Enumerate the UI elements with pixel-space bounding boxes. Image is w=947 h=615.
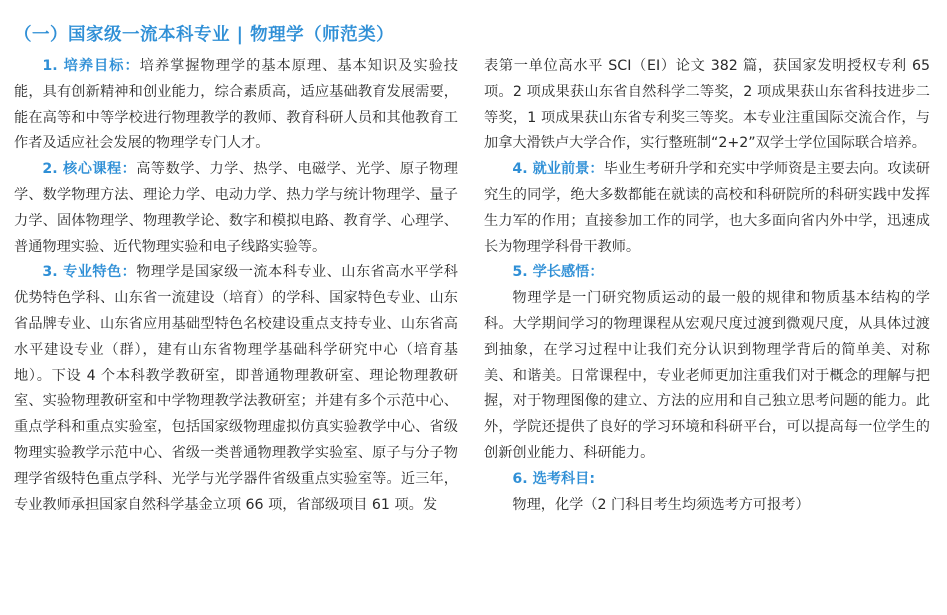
- section-core-courses: [14, 157, 458, 260]
- section-program-features-continued: 表第一单位高水平 SCI（EI）论文 382 篇，获国家发明授权专利 65 项。2 项成果获山东省自然科学二等奖，2 项成果获山东省科技进步二等奖，1 项成果获山东省专利奖三等奖。本专业注重国际交流合作，与加拿大滑铁卢大学合作，实行整班制“2+2”双学士学位国际联合培养。: [484, 58, 930, 152]
- section-senior-insights-heading: 5. 学长感悟：: [512, 264, 604, 281]
- section-heading: 2. 核心课程：: [42, 161, 137, 178]
- left-column: [14, 54, 458, 518]
- section-text: 物理学是国家级一流本科专业、山东省高水平学科优势特色学科、山东省一流建设（培育）的学科、国家特色专业、山东省品牌专业、山东省应用基础型特色名校建设重点支持专业、山东省高水平建设专业（群），建有山东省物理学基础科学研究中心（培育基地）。下设 4 个本科教学教研室，即普通物理教研室、理论物理教研室、实验物理教研室和中学物理教学法教研室；并建有多个示范中心、重点学科和重点实验室，包括国家级物理虚拟仿真实验教学中心、省级物理实验教学示范中心、省级一类普通物理教学实验室、原子与分子物理学省级特色重点学科、光学与光学器件省级重点实验室等。近三年，专业教师承担国家自然科学基金立项 66 项，省部级项目 61 项。发: [14, 264, 458, 513]
- section-text: 毕业生考研升学和充实中学师资是主要去向。攻读研究生的同学，绝大多数都能在就读的高校和科研院所的科研实践中发挥生力军的作用；直接参加工作的同学，也大多面向省内外中学，迅速成长为物理学科骨干教师。: [484, 161, 930, 255]
- section-heading: 4. 就业前景：: [512, 161, 604, 178]
- section-text: 培养掌握物理学的基本原理、基本知识及实验技能，具有创新精神和创业能力，综合素质高，适应基础教育发展需要，能在高等和中等学校进行物理教学的教师、教育科研人员和其他教育工作者及适应社会发展的物理学专门人才。: [14, 58, 458, 152]
- section-career-prospects: [484, 157, 930, 260]
- section-elective-subjects-text: 物理，化学（2 门科目考生均须选考方可报考）: [512, 496, 810, 513]
- section-senior-insights-text: 物理学是一门研究物质运动的最一般的规律和物质基本结构的学科。大学期间学习的物理课程从宏观尺度过渡到微观尺度，从具体过渡到抽象，在学习过程中让我们充分认识到物理学背后的简单美、对称美、和谐美。日常课程中，专业老师更加注重我们对于概念的理解与把握，对于物理图像的建立、方法的应用和自己独立思考问题的能力。此外，学院还提供了良好的学习环境和科研平台，可以提高每一位学生的创新创业能力、科研能力。: [484, 290, 930, 461]
- right-column: [484, 54, 930, 518]
- section-heading: 1. 培养目标：: [42, 58, 140, 74]
- page-title: （一）国家级一流本科专业 | 物理学（师范类）: [14, 25, 395, 45]
- section-text: 高等数学、力学、热学、电磁学、光学、原子物理学、数学物理方法、理论力学、电动力学、热力学与统计物理学、量子力学、固体物理学、物理教学论、数字和模拟电路、教育学、心理学、普通物理实验、近代物理实验和电子线路实验等。: [14, 161, 458, 255]
- section-training-goal: [14, 54, 458, 157]
- section-program-features: [14, 260, 458, 518]
- section-heading: 3. 专业特色：: [42, 264, 137, 281]
- section-elective-subjects-heading: 6. 选考科目:: [512, 470, 596, 487]
